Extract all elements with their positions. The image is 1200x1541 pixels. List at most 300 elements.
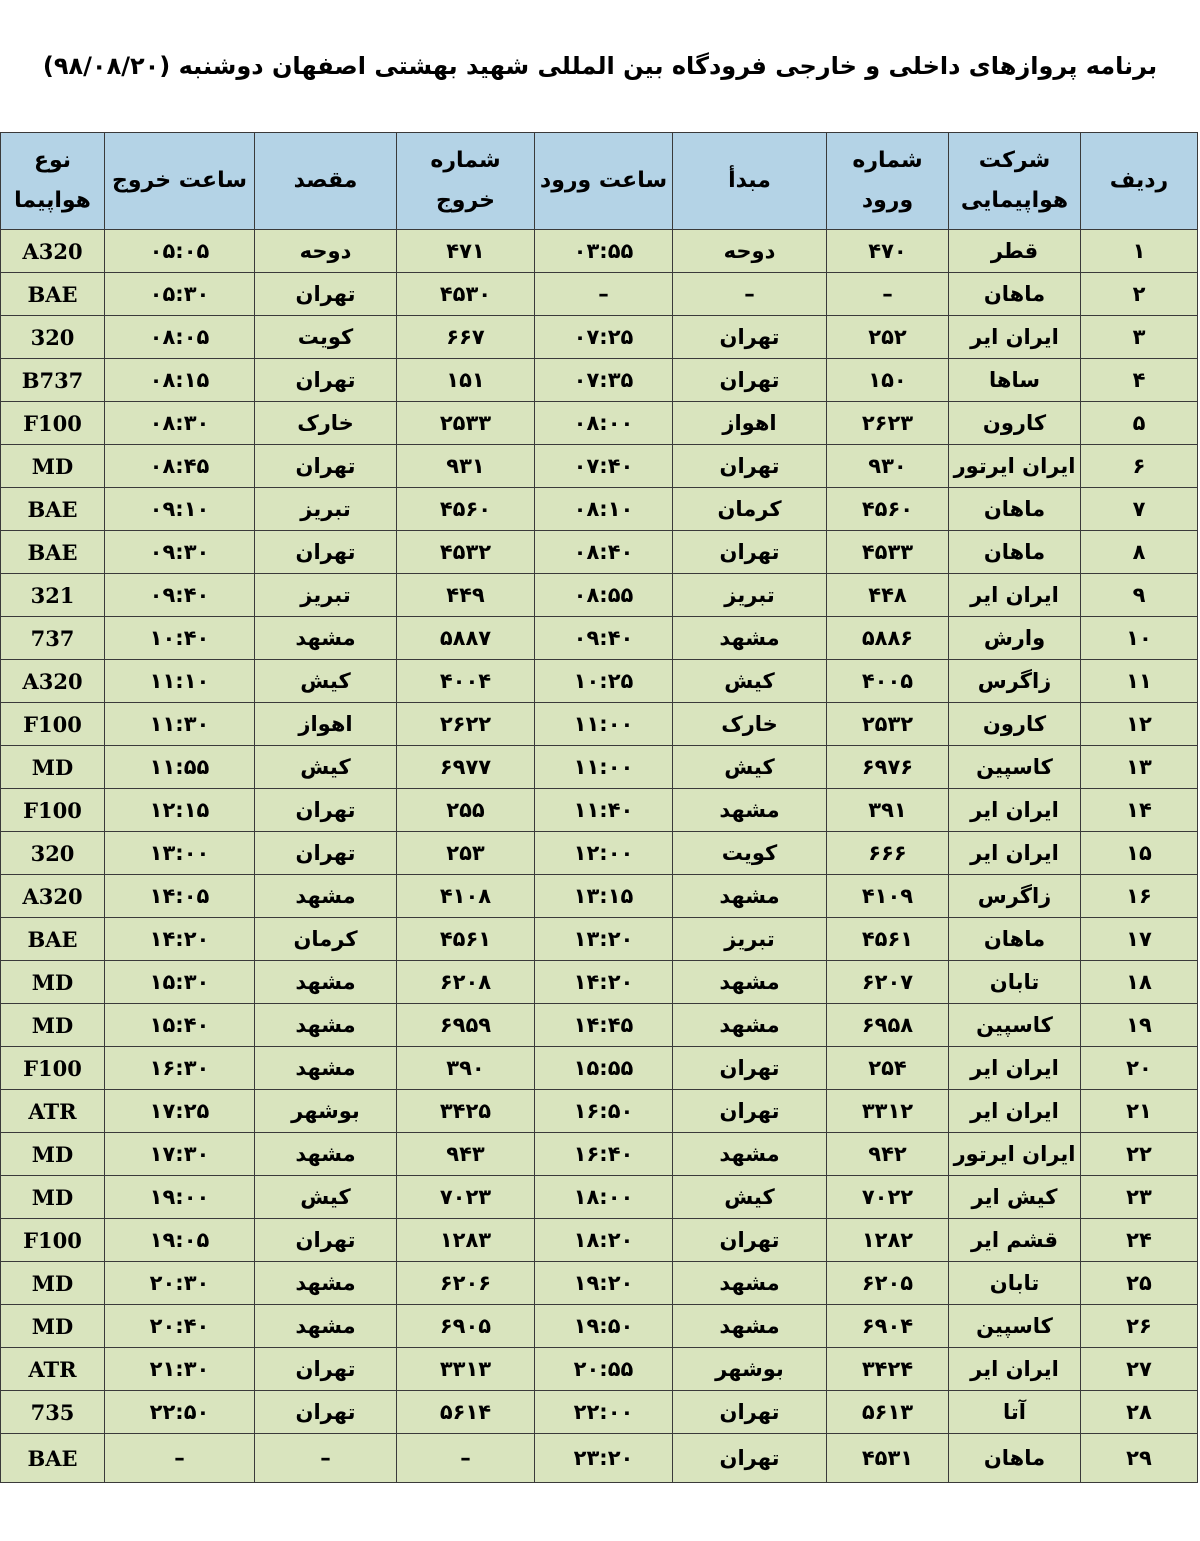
- destination-cell: خارک: [255, 402, 397, 445]
- arrival-time-cell: ۰۸:۵۵: [535, 574, 673, 617]
- arrival-time-cell: ۱۳:۱۵: [535, 875, 673, 918]
- destination-cell: مشهد: [255, 1047, 397, 1090]
- departure-flight-number-cell: ۴۵۳۰: [397, 273, 535, 316]
- arrival-time-cell: ۱۴:۲۰: [535, 961, 673, 1004]
- departure-time-cell: ۲۱:۳۰: [105, 1348, 255, 1391]
- airline-cell: قشم ایر: [949, 1219, 1081, 1262]
- destination-cell: تبریز: [255, 574, 397, 617]
- aircraft-type-cell: F100: [1, 789, 105, 832]
- origin-cell: خارک: [673, 703, 827, 746]
- airline-cell: ایران ایر: [949, 1348, 1081, 1391]
- column-header: شماره خروج: [397, 133, 535, 230]
- table-row: [1, 1305, 1198, 1348]
- destination-cell: مشهد: [255, 1004, 397, 1047]
- airline-cell: ساها: [949, 359, 1081, 402]
- aircraft-type-cell: A320: [1, 660, 105, 703]
- arrival-time-cell: ۱۳:۲۰: [535, 918, 673, 961]
- departure-flight-number-cell: ۴۵۶۰: [397, 488, 535, 531]
- airline-cell: زاگرس: [949, 875, 1081, 918]
- departure-time-cell: ۱۱:۵۵: [105, 746, 255, 789]
- departure-time-cell: ۱۷:۲۵: [105, 1090, 255, 1133]
- row-number-cell: ۲۵: [1081, 1262, 1198, 1305]
- origin-cell: تهران: [673, 316, 827, 359]
- row-number-cell: ۵: [1081, 402, 1198, 445]
- aircraft-type-cell: MD: [1, 1004, 105, 1047]
- airline-cell: کاسپین: [949, 746, 1081, 789]
- departure-time-cell: ۱۵:۴۰: [105, 1004, 255, 1047]
- origin-cell: کرمان: [673, 488, 827, 531]
- airline-cell: کاسپین: [949, 1305, 1081, 1348]
- departure-flight-number-cell: ۶۶۷: [397, 316, 535, 359]
- airline-cell: کارون: [949, 703, 1081, 746]
- aircraft-type-cell: MD: [1, 445, 105, 488]
- destination-cell: تهران: [255, 789, 397, 832]
- arrival-flight-number-cell: ۴۴۸: [827, 574, 949, 617]
- origin-cell: تهران: [673, 1391, 827, 1434]
- airline-cell: قطر: [949, 230, 1081, 273]
- table-row: [1, 875, 1198, 918]
- airline-cell: ماهان: [949, 918, 1081, 961]
- departure-time-cell: ۲۰:۴۰: [105, 1305, 255, 1348]
- aircraft-type-cell: A320: [1, 875, 105, 918]
- departure-time-cell: ۰۹:۱۰: [105, 488, 255, 531]
- table-body: [1, 230, 1198, 1483]
- airline-cell: زاگرس: [949, 660, 1081, 703]
- departure-flight-number-cell: ۲۵۳۳: [397, 402, 535, 445]
- aircraft-type-cell: A320: [1, 230, 105, 273]
- destination-cell: تهران: [255, 445, 397, 488]
- airline-cell: ایران ایر: [949, 832, 1081, 875]
- column-header: ساعت خروج: [105, 133, 255, 230]
- table-row: [1, 531, 1198, 574]
- destination-cell: کرمان: [255, 918, 397, 961]
- arrival-time-cell: ۱۹:۲۰: [535, 1262, 673, 1305]
- row-number-cell: ۱۵: [1081, 832, 1198, 875]
- departure-time-cell: ۱۲:۱۵: [105, 789, 255, 832]
- origin-cell: اهواز: [673, 402, 827, 445]
- departure-flight-number-cell: ۶۹۵۹: [397, 1004, 535, 1047]
- row-number-cell: ۲۹: [1081, 1434, 1198, 1483]
- arrival-flight-number-cell: ۱۵۰: [827, 359, 949, 402]
- arrival-flight-number-cell: ۴۵۶۱: [827, 918, 949, 961]
- destination-cell: مشهد: [255, 1262, 397, 1305]
- origin-cell: مشهد: [673, 789, 827, 832]
- departure-flight-number-cell: ۴۵۶۱: [397, 918, 535, 961]
- airline-cell: کارون: [949, 402, 1081, 445]
- destination-cell: کیش: [255, 660, 397, 703]
- arrival-time-cell: ۱۱:۰۰: [535, 746, 673, 789]
- table-row: [1, 660, 1198, 703]
- departure-flight-number-cell: ۳۳۱۳: [397, 1348, 535, 1391]
- table-row: [1, 1047, 1198, 1090]
- table-row: [1, 488, 1198, 531]
- row-number-cell: ۲۲: [1081, 1133, 1198, 1176]
- airline-cell: ایران ایر: [949, 574, 1081, 617]
- table-row: [1, 1004, 1198, 1047]
- arrival-time-cell: ۱۲:۰۰: [535, 832, 673, 875]
- row-number-cell: ۶: [1081, 445, 1198, 488]
- row-number-cell: ۹: [1081, 574, 1198, 617]
- airline-cell: ماهان: [949, 488, 1081, 531]
- arrival-time-cell: ۱۶:۵۰: [535, 1090, 673, 1133]
- origin-cell: تبریز: [673, 918, 827, 961]
- arrival-flight-number-cell: ۴۵۶۰: [827, 488, 949, 531]
- row-number-cell: ۲۴: [1081, 1219, 1198, 1262]
- destination-cell: دوحه: [255, 230, 397, 273]
- page-title: برنامه پروازهای داخلی و خارجی فرودگاه بین المللی شهید بهشتی اصفهان دوشنبه (۹۸/۰۸/۲۰): [42, 52, 1158, 80]
- departure-time-cell: ۱۴:۲۰: [105, 918, 255, 961]
- airline-cell: ایران ایر: [949, 1047, 1081, 1090]
- destination-cell: بوشهر: [255, 1090, 397, 1133]
- origin-cell: مشهد: [673, 875, 827, 918]
- aircraft-type-cell: F100: [1, 1219, 105, 1262]
- flight-schedule-table: [0, 132, 1198, 1483]
- column-header: مبدأ: [673, 133, 827, 230]
- arrival-flight-number-cell: ۶۹۰۴: [827, 1305, 949, 1348]
- departure-time-cell: ۰۸:۱۵: [105, 359, 255, 402]
- arrival-time-cell: ۰۸:۱۰: [535, 488, 673, 531]
- column-header: ردیف: [1081, 133, 1198, 230]
- departure-time-cell: ۰۸:۳۰: [105, 402, 255, 445]
- departure-flight-number-cell: ۲۵۳: [397, 832, 535, 875]
- arrival-flight-number-cell: ۶۶۶: [827, 832, 949, 875]
- destination-cell: مشهد: [255, 875, 397, 918]
- row-number-cell: ۲۳: [1081, 1176, 1198, 1219]
- departure-flight-number-cell: ۱۲۸۳: [397, 1219, 535, 1262]
- arrival-time-cell: ۰۷:۲۵: [535, 316, 673, 359]
- departure-time-cell: ۱۳:۰۰: [105, 832, 255, 875]
- departure-flight-number-cell: ۶۲۰۸: [397, 961, 535, 1004]
- airline-cell: تابان: [949, 961, 1081, 1004]
- row-number-cell: ۲۱: [1081, 1090, 1198, 1133]
- destination-cell: کیش: [255, 746, 397, 789]
- aircraft-type-cell: MD: [1, 1262, 105, 1305]
- arrival-flight-number-cell: ۴۷۰: [827, 230, 949, 273]
- airline-cell: کاسپین: [949, 1004, 1081, 1047]
- aircraft-type-cell: 735: [1, 1391, 105, 1434]
- destination-cell: تهران: [255, 1348, 397, 1391]
- arrival-time-cell: ۰۷:۴۰: [535, 445, 673, 488]
- airline-cell: ماهان: [949, 531, 1081, 574]
- departure-flight-number-cell: ۹۴۳: [397, 1133, 535, 1176]
- origin-cell: تهران: [673, 1219, 827, 1262]
- departure-flight-number-cell: ۴۰۰۴: [397, 660, 535, 703]
- table-row: [1, 273, 1198, 316]
- row-number-cell: ۲۶: [1081, 1305, 1198, 1348]
- destination-cell: کویت: [255, 316, 397, 359]
- destination-cell: مشهد: [255, 961, 397, 1004]
- origin-cell: تبریز: [673, 574, 827, 617]
- row-number-cell: ۱۴: [1081, 789, 1198, 832]
- origin-cell: دوحه: [673, 230, 827, 273]
- table-row: [1, 1348, 1198, 1391]
- departure-flight-number-cell: ۲۶۲۲: [397, 703, 535, 746]
- destination-cell: تهران: [255, 359, 397, 402]
- aircraft-type-cell: BAE: [1, 918, 105, 961]
- row-number-cell: ۸: [1081, 531, 1198, 574]
- airline-cell: ایران ایر: [949, 1090, 1081, 1133]
- row-number-cell: ۱۰: [1081, 617, 1198, 660]
- arrival-flight-number-cell: ۶۹۷۶: [827, 746, 949, 789]
- arrival-time-cell: ۱۴:۴۵: [535, 1004, 673, 1047]
- arrival-time-cell: ۱۰:۲۵: [535, 660, 673, 703]
- departure-time-cell: ۰۵:۳۰: [105, 273, 255, 316]
- departure-flight-number-cell: ۶۲۰۶: [397, 1262, 535, 1305]
- column-header: مقصد: [255, 133, 397, 230]
- row-number-cell: ۱: [1081, 230, 1198, 273]
- arrival-time-cell: ۲۳:۲۰: [535, 1434, 673, 1483]
- aircraft-type-cell: ATR: [1, 1090, 105, 1133]
- arrival-flight-number-cell: ۹۳۰: [827, 445, 949, 488]
- destination-cell: کیش: [255, 1176, 397, 1219]
- airline-cell: ماهان: [949, 1434, 1081, 1483]
- row-number-cell: ۳: [1081, 316, 1198, 359]
- origin-cell: تهران: [673, 445, 827, 488]
- origin-cell: کیش: [673, 1176, 827, 1219]
- table-row: [1, 961, 1198, 1004]
- aircraft-type-cell: MD: [1, 1176, 105, 1219]
- arrival-flight-number-cell: ۵۸۸۶: [827, 617, 949, 660]
- departure-time-cell: ۱۹:۰۵: [105, 1219, 255, 1262]
- airline-cell: ایران ایرتور: [949, 445, 1081, 488]
- arrival-time-cell: ۱۸:۰۰: [535, 1176, 673, 1219]
- aircraft-type-cell: 737: [1, 617, 105, 660]
- arrival-flight-number-cell: ۴۵۳۱: [827, 1434, 949, 1483]
- departure-flight-number-cell: ۳۹۰: [397, 1047, 535, 1090]
- row-number-cell: ۱۳: [1081, 746, 1198, 789]
- table-row: [1, 316, 1198, 359]
- arrival-flight-number-cell: ۲۵۳۲: [827, 703, 949, 746]
- arrival-time-cell: ۰۷:۳۵: [535, 359, 673, 402]
- row-number-cell: ۱۶: [1081, 875, 1198, 918]
- origin-cell: مشهد: [673, 1133, 827, 1176]
- aircraft-type-cell: MD: [1, 1305, 105, 1348]
- departure-flight-number-cell: ۶۹۰۵: [397, 1305, 535, 1348]
- table-header-row: [1, 133, 1198, 230]
- airline-cell: آتا: [949, 1391, 1081, 1434]
- airline-cell: کیش ایر: [949, 1176, 1081, 1219]
- origin-cell: کویت: [673, 832, 827, 875]
- destination-cell: مشهد: [255, 617, 397, 660]
- row-number-cell: ۱۸: [1081, 961, 1198, 1004]
- origin-cell: کیش: [673, 660, 827, 703]
- destination-cell: اهواز: [255, 703, 397, 746]
- row-number-cell: ۷: [1081, 488, 1198, 531]
- row-number-cell: ۱۷: [1081, 918, 1198, 961]
- arrival-time-cell: –: [535, 273, 673, 316]
- destination-cell: تهران: [255, 273, 397, 316]
- airline-cell: ماهان: [949, 273, 1081, 316]
- departure-time-cell: ۰۸:۰۵: [105, 316, 255, 359]
- departure-time-cell: ۱۵:۳۰: [105, 961, 255, 1004]
- arrival-time-cell: ۱۸:۲۰: [535, 1219, 673, 1262]
- origin-cell: مشهد: [673, 1305, 827, 1348]
- airline-cell: ایران ایر: [949, 316, 1081, 359]
- arrival-flight-number-cell: ۴۰۰۵: [827, 660, 949, 703]
- arrival-time-cell: ۱۱:۴۰: [535, 789, 673, 832]
- departure-flight-number-cell: ۵۶۱۴: [397, 1391, 535, 1434]
- arrival-flight-number-cell: ۹۴۲: [827, 1133, 949, 1176]
- table-row: [1, 230, 1198, 273]
- aircraft-type-cell: MD: [1, 1133, 105, 1176]
- arrival-flight-number-cell: ۶۲۰۵: [827, 1262, 949, 1305]
- table-row: [1, 918, 1198, 961]
- aircraft-type-cell: 321: [1, 574, 105, 617]
- arrival-flight-number-cell: ۳۹۱: [827, 789, 949, 832]
- arrival-time-cell: ۰۳:۵۵: [535, 230, 673, 273]
- arrival-time-cell: ۲۰:۵۵: [535, 1348, 673, 1391]
- destination-cell: تهران: [255, 531, 397, 574]
- column-header: شرکت هواپیمایی: [949, 133, 1081, 230]
- origin-cell: –: [673, 273, 827, 316]
- origin-cell: تهران: [673, 1090, 827, 1133]
- column-header: شماره ورود: [827, 133, 949, 230]
- departure-time-cell: ۱۶:۳۰: [105, 1047, 255, 1090]
- table-row: [1, 1219, 1198, 1262]
- arrival-time-cell: ۱۵:۵۵: [535, 1047, 673, 1090]
- departure-time-cell: ۰۹:۳۰: [105, 531, 255, 574]
- departure-flight-number-cell: ۲۵۵: [397, 789, 535, 832]
- origin-cell: بوشهر: [673, 1348, 827, 1391]
- airline-cell: ایران ایرتور: [949, 1133, 1081, 1176]
- origin-cell: تهران: [673, 1047, 827, 1090]
- table-row: [1, 1090, 1198, 1133]
- departure-flight-number-cell: ۴۴۹: [397, 574, 535, 617]
- aircraft-type-cell: F100: [1, 402, 105, 445]
- table-row: [1, 1133, 1198, 1176]
- departure-time-cell: ۱۴:۰۵: [105, 875, 255, 918]
- arrival-flight-number-cell: ۲۶۲۳: [827, 402, 949, 445]
- aircraft-type-cell: F100: [1, 703, 105, 746]
- table-row: [1, 445, 1198, 488]
- row-number-cell: ۴: [1081, 359, 1198, 402]
- destination-cell: تهران: [255, 1391, 397, 1434]
- arrival-flight-number-cell: –: [827, 273, 949, 316]
- arrival-time-cell: ۱۹:۵۰: [535, 1305, 673, 1348]
- row-number-cell: ۲۰: [1081, 1047, 1198, 1090]
- departure-time-cell: ۱۰:۴۰: [105, 617, 255, 660]
- departure-flight-number-cell: ۴۵۳۲: [397, 531, 535, 574]
- airline-cell: ایران ایر: [949, 789, 1081, 832]
- departure-time-cell: ۰۵:۰۵: [105, 230, 255, 273]
- table-row: [1, 746, 1198, 789]
- row-number-cell: ۱۹: [1081, 1004, 1198, 1047]
- arrival-time-cell: ۱۱:۰۰: [535, 703, 673, 746]
- arrival-flight-number-cell: ۳۴۲۴: [827, 1348, 949, 1391]
- departure-flight-number-cell: ۷۰۲۳: [397, 1176, 535, 1219]
- departure-flight-number-cell: ۹۳۱: [397, 445, 535, 488]
- origin-cell: تهران: [673, 1434, 827, 1483]
- column-header: نوع هواپیما: [1, 133, 105, 230]
- aircraft-type-cell: MD: [1, 746, 105, 789]
- arrival-time-cell: ۰۸:۰۰: [535, 402, 673, 445]
- table-row: [1, 617, 1198, 660]
- origin-cell: مشهد: [673, 1004, 827, 1047]
- arrival-flight-number-cell: ۴۱۰۹: [827, 875, 949, 918]
- origin-cell: مشهد: [673, 617, 827, 660]
- origin-cell: کیش: [673, 746, 827, 789]
- airline-cell: تابان: [949, 1262, 1081, 1305]
- row-number-cell: ۲: [1081, 273, 1198, 316]
- arrival-time-cell: ۰۹:۴۰: [535, 617, 673, 660]
- departure-flight-number-cell: ۴۱۰۸: [397, 875, 535, 918]
- aircraft-type-cell: BAE: [1, 488, 105, 531]
- airline-cell: وارش: [949, 617, 1081, 660]
- arrival-flight-number-cell: ۲۵۴: [827, 1047, 949, 1090]
- arrival-flight-number-cell: ۱۲۸۲: [827, 1219, 949, 1262]
- table-row: [1, 1176, 1198, 1219]
- departure-flight-number-cell: ۱۵۱: [397, 359, 535, 402]
- departure-time-cell: ۰۸:۴۵: [105, 445, 255, 488]
- row-number-cell: ۱۱: [1081, 660, 1198, 703]
- departure-time-cell: ۲۰:۳۰: [105, 1262, 255, 1305]
- arrival-flight-number-cell: ۲۵۲: [827, 316, 949, 359]
- destination-cell: تهران: [255, 832, 397, 875]
- departure-time-cell: ۱۱:۳۰: [105, 703, 255, 746]
- row-number-cell: ۱۲: [1081, 703, 1198, 746]
- departure-time-cell: ۱۷:۳۰: [105, 1133, 255, 1176]
- origin-cell: تهران: [673, 359, 827, 402]
- arrival-time-cell: ۱۶:۴۰: [535, 1133, 673, 1176]
- table-row: [1, 1262, 1198, 1305]
- departure-flight-number-cell: ۵۸۸۷: [397, 617, 535, 660]
- origin-cell: مشهد: [673, 1262, 827, 1305]
- row-number-cell: ۲۸: [1081, 1391, 1198, 1434]
- aircraft-type-cell: BAE: [1, 273, 105, 316]
- table-row: [1, 359, 1198, 402]
- table-row: [1, 789, 1198, 832]
- aircraft-type-cell: 320: [1, 832, 105, 875]
- origin-cell: مشهد: [673, 961, 827, 1004]
- arrival-flight-number-cell: ۷۰۲۲: [827, 1176, 949, 1219]
- departure-flight-number-cell: –: [397, 1434, 535, 1483]
- table-row: [1, 1434, 1198, 1483]
- departure-time-cell: –: [105, 1434, 255, 1483]
- table-row: [1, 703, 1198, 746]
- column-header: ساعت ورود: [535, 133, 673, 230]
- destination-cell: تهران: [255, 1219, 397, 1262]
- departure-time-cell: ۰۹:۴۰: [105, 574, 255, 617]
- table-row: [1, 1391, 1198, 1434]
- destination-cell: تبریز: [255, 488, 397, 531]
- departure-flight-number-cell: ۶۹۷۷: [397, 746, 535, 789]
- departure-time-cell: ۱۱:۱۰: [105, 660, 255, 703]
- aircraft-type-cell: B737: [1, 359, 105, 402]
- table-row: [1, 832, 1198, 875]
- origin-cell: تهران: [673, 531, 827, 574]
- aircraft-type-cell: BAE: [1, 531, 105, 574]
- aircraft-type-cell: 320: [1, 316, 105, 359]
- arrival-time-cell: ۰۸:۴۰: [535, 531, 673, 574]
- aircraft-type-cell: ATR: [1, 1348, 105, 1391]
- departure-time-cell: ۲۲:۵۰: [105, 1391, 255, 1434]
- arrival-flight-number-cell: ۴۵۳۳: [827, 531, 949, 574]
- destination-cell: مشهد: [255, 1133, 397, 1176]
- arrival-flight-number-cell: ۵۶۱۳: [827, 1391, 949, 1434]
- aircraft-type-cell: F100: [1, 1047, 105, 1090]
- destination-cell: –: [255, 1434, 397, 1483]
- arrival-flight-number-cell: ۶۲۰۷: [827, 961, 949, 1004]
- arrival-time-cell: ۲۲:۰۰: [535, 1391, 673, 1434]
- table-row: [1, 402, 1198, 445]
- arrival-flight-number-cell: ۳۳۱۲: [827, 1090, 949, 1133]
- aircraft-type-cell: BAE: [1, 1434, 105, 1483]
- departure-time-cell: ۱۹:۰۰: [105, 1176, 255, 1219]
- destination-cell: مشهد: [255, 1305, 397, 1348]
- departure-flight-number-cell: ۴۷۱: [397, 230, 535, 273]
- row-number-cell: ۲۷: [1081, 1348, 1198, 1391]
- arrival-flight-number-cell: ۶۹۵۸: [827, 1004, 949, 1047]
